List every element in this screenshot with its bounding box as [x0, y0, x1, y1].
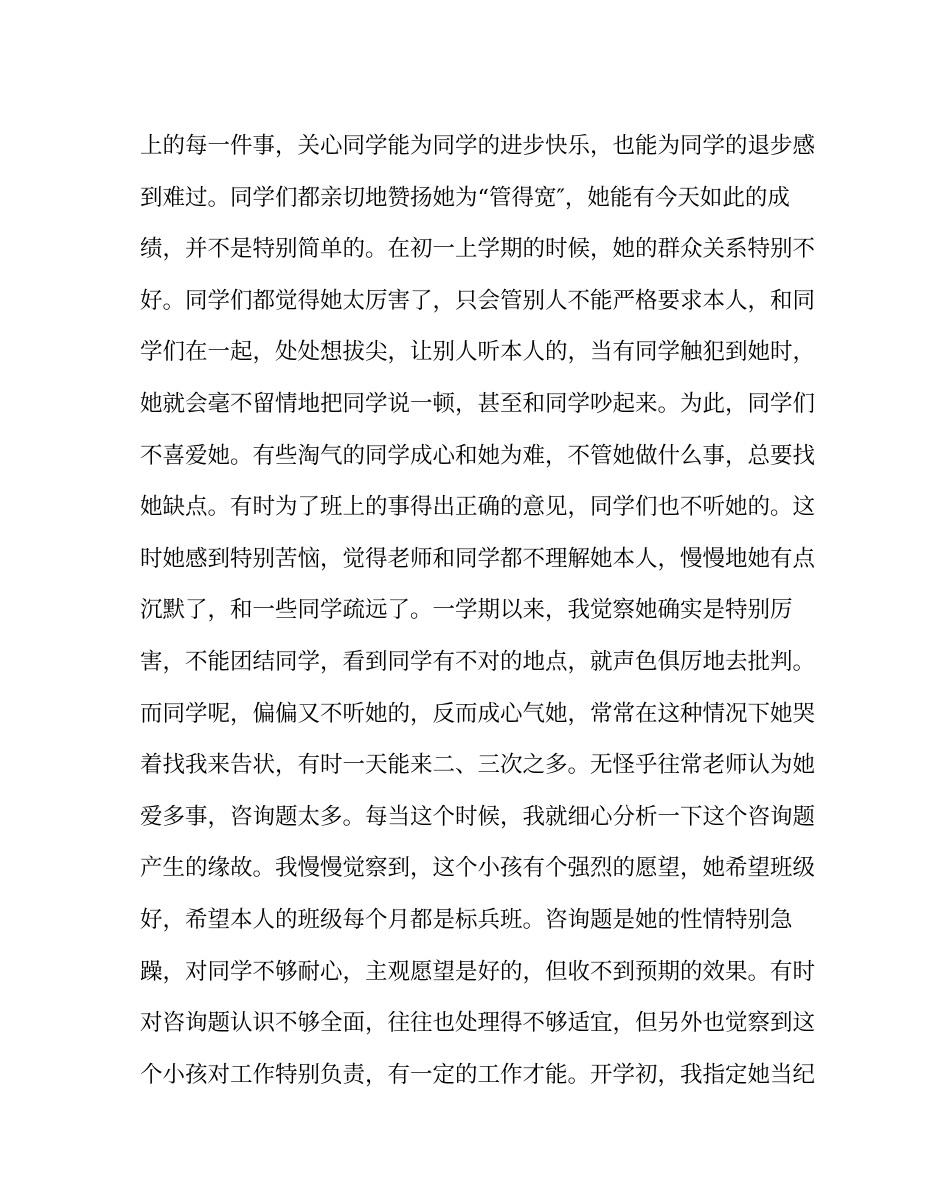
text-line: 到难过。同学们都亲切地赞扬她为“管得宽″，她能有今天如此的成 — [140, 184, 790, 211]
text-line: 沉默了，和一些同学疏远了。一学期以来，我觉察她确实是特别厉 — [140, 597, 793, 624]
text-line: 害，不能团结同学，看到同学有不对的地点，就声色俱厉地去批判。 — [140, 648, 816, 675]
text-line: 时她感到特别苦恼，觉得老师和同学都不理解她本人，慢慢地她有点 — [140, 545, 816, 572]
text-line: 个小孩对工作特别负责，有一定的工作才能。开学初，我指定她当纪 — [140, 1061, 816, 1088]
text-line: 她缺点。有时为了班上的事得出正确的意见，同学们也不听她的。这 — [140, 494, 816, 521]
text-line: 产生的缘故。我慢慢觉察到，这个小孩有个强烈的愿望，她希望班级 — [140, 855, 816, 882]
text-line: 好，希望本人的班级每个月都是标兵班。咨询题是她的性情特别急 — [140, 906, 793, 933]
text-line: 绩，并不是特别简单的。在初一上学期的时候，她的群众关系特别不 — [140, 236, 816, 263]
text-line: 躁，对同学不够耐心，主观愿望是好的，但收不到预期的效果。有时 — [140, 958, 816, 985]
text-line: 而同学呢，偏偏又不听她的，反而成心气她，常常在这种情况下她哭 — [140, 700, 816, 727]
text-line: 她就会毫不留情地把同学说一顿，甚至和同学吵起来。为此，同学们 — [140, 390, 816, 417]
text-line: 对咨询题认识不够全面，往往也处理得不够适宜，但另外也觉察到这 — [140, 1010, 816, 1037]
text-line: 上的每一件事，关心同学能为同学的进步快乐，也能为同学的退步感 — [140, 133, 816, 159]
text-line: 爱多事，咨询题太多。每当这个时候，我就细心分析一下这个咨询题 — [140, 803, 816, 830]
body-text — [140, 121, 820, 1101]
text-line: 好。同学们都觉得她太厉害了，只会管别人不能严格要求本人，和同 — [140, 287, 816, 314]
text-line: 不喜爱她。有些淘气的同学成心和她为难，不管她做什么事，总要找 — [140, 442, 816, 469]
text-line: 学们在一起，处处想拔尖，让别人听本人的，当有同学触犯到她时， — [140, 339, 816, 366]
text-line: 着找我来告状，有时一天能来二、三次之多。无怪乎往常老师认为她 — [140, 752, 816, 779]
